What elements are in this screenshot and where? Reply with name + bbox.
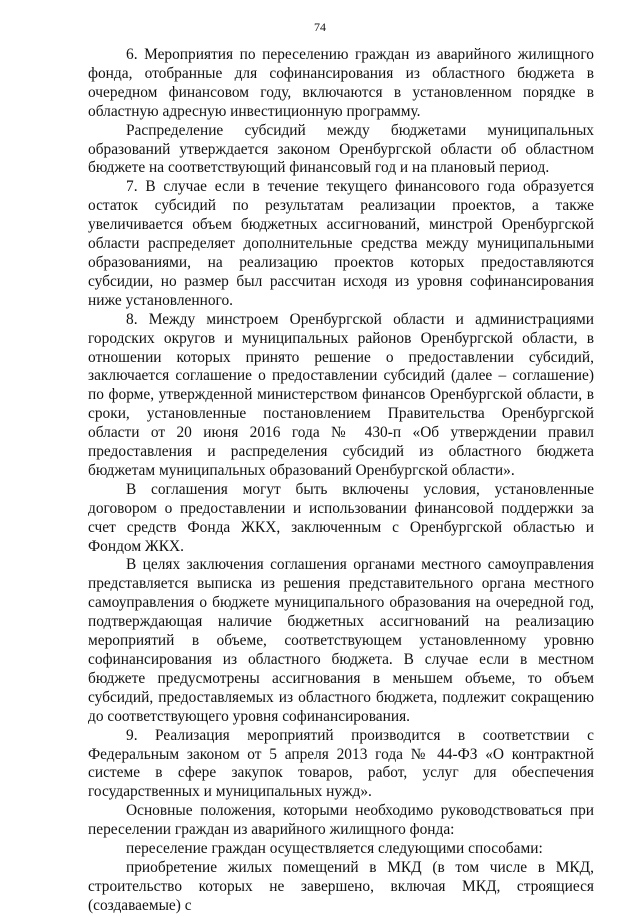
- paragraph-9: 9. Реализация мероприятий производится в соответствии с Федеральным законом от 5 апреля 2013 года № 44-ФЗ «О контрактной системе в сфере закупок товаров, работ, услуг для обеспечения государственных и муниципальных нужд».: [88, 726, 594, 801]
- document-body: [88, 46, 594, 916]
- paragraph-resettlement-methods: переселение граждан осуществляется следующими способами:: [126, 840, 543, 858]
- paragraph-agreement-conditions: В соглашения могут быть включены условия, установленные договором о предоставлении и использовании финансовой поддержки за счет средств Фонда ЖКХ, заключенным с Оренбургской областью и Фондом ЖКХ.: [88, 480, 594, 555]
- paragraph-agreement-extract: В целях заключения соглашения органами местного самоуправления представляется выписка из решения представительного органа местного самоуправления о бюджете муниципального образования на очередной год, подтверждающая наличие бюджетных ассигнований на реализацию мероприятий в объеме, соответствующем установленному уровню софинансирования из областного бюджета. В случае если в местном бюджете предусмотрены ассигнования в меньшем объеме, то объем субсидий, предоставляемых из областного бюджета, подлежит сокращению до соответствующего уровня софинансирования.: [88, 556, 594, 725]
- paragraph-6: 6. Мероприятия по переселению граждан из аварийного жилищного фонда, отобранные для софинансирования из областного бюджета в очередном финансовом году, включаются в установленном порядке в областную адресную инвестиционную программу.: [88, 46, 594, 120]
- page-number: 74: [314, 20, 326, 34]
- paragraph-subsidy-distribution: Распределение субсидий между бюджетами муниципальных образований утверждается законом Оренбургской области об областном бюджете на соответствующий финансовый год и на плановый период.: [88, 121, 594, 177]
- paragraph-main-provisions: Основные положения, которыми необходимо руководствоваться при переселении граждан из аварийного жилищного фонда:: [88, 802, 594, 839]
- paragraph-acquisition: приобретение жилых помещений в МКД (в том числе в МКД, строительство которых не завершено, включая МКД, строящиеся (создаваемые) с: [88, 858, 594, 914]
- paragraph-8: 8. Между минстроем Оренбургской области и администрациями городских округов и муниципальных районов Оренбургской области, в отношении которых принято решение о предоставлении субсидий, заключается соглашение о предоставлении субсидий (далее – соглашение) по форме, утвержденной министерством финансов Оренбургской области, в сроки, установленные постановлением Правительства Оренбургской области от 20 июня 2016 года № 430-п «Об утверждении правил предоставления и распределения субсидий из областного бюджета бюджетам муниципальных образований Оренбургской области».: [88, 310, 594, 479]
- paragraph-7: 7. В случае если в течение текущего финансового года образуется остаток субсидий по результатам реализации проектов, а также увеличивается объем бюджетных ассигнований, минстрой Оренбургской области распределяет дополнительные средства между муниципальными образованиями, на реализацию проектов которых предоставляются субсидии, но размер был рассчитан исходя из уровня софинансирования ниже установленного.: [88, 178, 594, 309]
